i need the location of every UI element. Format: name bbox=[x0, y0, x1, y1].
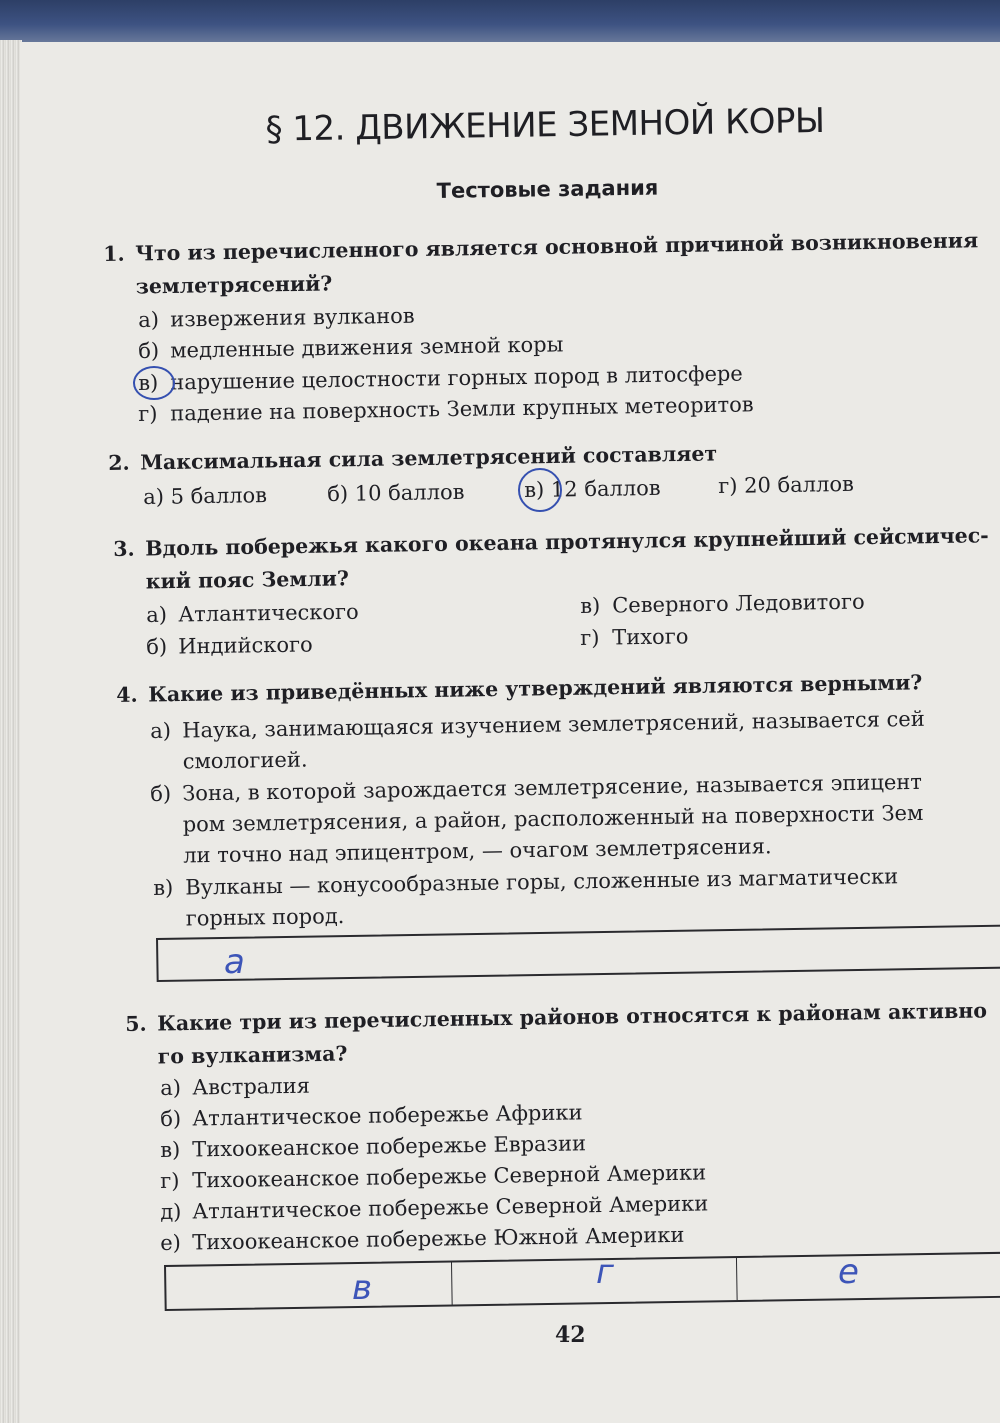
option-mark: б) bbox=[146, 634, 168, 659]
option-mark: г) bbox=[138, 401, 158, 426]
option-mark: в) bbox=[160, 1137, 181, 1162]
handwritten-answer: а bbox=[224, 942, 245, 982]
question-number: 5. bbox=[125, 1011, 147, 1036]
option-text: 12 баллов bbox=[550, 475, 661, 502]
option-mark: г) bbox=[160, 1168, 180, 1193]
option-text-cont: горных пород. bbox=[185, 904, 345, 931]
option-text: Тихоокеанское побережье Евразии bbox=[192, 1131, 587, 1162]
option-text: Наука, занимающаяся изучением землетрясений, называется сей bbox=[182, 706, 925, 743]
option-mark: г) bbox=[580, 625, 600, 650]
option-3d[interactable] bbox=[580, 621, 689, 654]
question-number: 2. bbox=[108, 450, 130, 475]
option-text-cont: ли точно над эпицентром, — очагом землетрясения. bbox=[183, 834, 772, 868]
page-number: 42 bbox=[555, 1322, 586, 1348]
option-mark: в) bbox=[580, 593, 601, 618]
option-text: Вулканы — конусообразные горы, сложенные из магматически bbox=[185, 864, 899, 900]
option-1a[interactable] bbox=[138, 301, 415, 336]
option-2b[interactable] bbox=[327, 477, 465, 510]
scan-edge bbox=[0, 0, 1000, 44]
question-1 bbox=[103, 224, 979, 304]
option-text: нарушение целостности горных пород в литосфере bbox=[170, 361, 743, 395]
handwritten-answer-3: е bbox=[838, 1252, 859, 1292]
option-mark: г) bbox=[718, 473, 738, 498]
option-3b[interactable] bbox=[146, 629, 313, 663]
option-text-cont: ром землетрясения, а район, расположенный на поверхности Зем bbox=[182, 800, 924, 837]
pen-circle-mark bbox=[133, 366, 175, 400]
option-text: Индийского bbox=[178, 632, 313, 659]
option-text: извержения вулканов bbox=[170, 303, 415, 332]
section-subtitle: Тестовые задания bbox=[436, 175, 659, 203]
option-text: Атлантического bbox=[178, 599, 359, 627]
question-number: 4. bbox=[116, 682, 138, 707]
option-mark: в) bbox=[138, 370, 159, 395]
option-mark: б) bbox=[150, 781, 172, 806]
question-text-cont: го вулканизма? bbox=[157, 1041, 348, 1069]
option-mark: д) bbox=[160, 1199, 182, 1224]
option-text: Зона, в которой зарождается землетрясение, называется эпицент bbox=[182, 769, 923, 806]
option-text: 5 баллов bbox=[170, 483, 268, 509]
question-text: Вдоль побережья какого океана протянулся крупнейший сейсмичес- bbox=[145, 523, 989, 561]
option-text: Атлантическое побережье Северной Америки bbox=[192, 1191, 709, 1224]
option-mark: а) bbox=[146, 602, 168, 627]
option-mark: а) bbox=[138, 307, 160, 332]
handwritten-answer-1: в bbox=[352, 1268, 373, 1308]
option-mark: б) bbox=[160, 1106, 182, 1131]
option-text: Тихоокеанское побережье Южной Америки bbox=[192, 1222, 685, 1255]
option-text: Тихоокеанское побережье Северной Америки bbox=[192, 1160, 707, 1193]
option-text: 20 баллов bbox=[743, 471, 855, 498]
option-4c[interactable] bbox=[153, 861, 899, 935]
option-mark: а) bbox=[143, 484, 165, 509]
option-text: Северного Ледовитого bbox=[612, 589, 865, 618]
option-4b[interactable] bbox=[150, 767, 924, 872]
option-text: падение на поверхность Земли крупных метеоритов bbox=[170, 392, 754, 426]
section-title: § 12. ДВИЖЕНИЕ ЗЕМНОЙ КОРЫ bbox=[265, 100, 825, 150]
question-text-cont: кий пояс Земли? bbox=[145, 566, 350, 594]
option-mark: б) bbox=[138, 338, 160, 363]
option-text: 10 баллов bbox=[354, 479, 465, 506]
option-text-cont: смологией. bbox=[182, 747, 308, 774]
question-text-cont: землетрясений? bbox=[135, 271, 333, 299]
page-stack-edge bbox=[0, 40, 22, 1423]
option-text: Тихого bbox=[612, 624, 689, 650]
option-2a[interactable] bbox=[143, 480, 267, 513]
answer-cell-divider bbox=[736, 1258, 738, 1300]
option-mark: б) bbox=[327, 481, 349, 506]
question-text: Какие из приведённых ниже утверждений являются верными? bbox=[148, 670, 923, 707]
option-4a[interactable] bbox=[150, 704, 925, 778]
option-text: Австралия bbox=[192, 1073, 311, 1100]
option-mark: а) bbox=[150, 718, 172, 743]
question-number: 1. bbox=[103, 241, 125, 266]
option-mark: в) bbox=[153, 875, 174, 900]
question-text: Что из перечисленного является основной причиной возникновения bbox=[135, 228, 979, 266]
question-text: Максимальная сила землетрясений составляет bbox=[140, 441, 718, 475]
option-3c[interactable] bbox=[580, 587, 865, 622]
option-text: медленные движения земной коры bbox=[170, 332, 564, 363]
handwritten-answer-2: г bbox=[596, 1252, 614, 1292]
option-text: Атлантическое побережье Африки bbox=[192, 1100, 583, 1131]
option-mark: е) bbox=[160, 1230, 182, 1255]
option-mark: а) bbox=[160, 1075, 182, 1100]
question-number: 3. bbox=[113, 536, 135, 561]
question-text: Какие три из перечисленных районов относятся к районам активно bbox=[157, 998, 988, 1036]
question-5 bbox=[125, 994, 988, 1074]
option-mark: в) bbox=[524, 477, 545, 502]
option-2d[interactable] bbox=[718, 469, 854, 502]
answer-cell-divider bbox=[451, 1262, 453, 1304]
pen-circle-mark bbox=[518, 468, 562, 512]
option-3a[interactable] bbox=[146, 597, 359, 631]
option-5a[interactable] bbox=[160, 1071, 310, 1104]
